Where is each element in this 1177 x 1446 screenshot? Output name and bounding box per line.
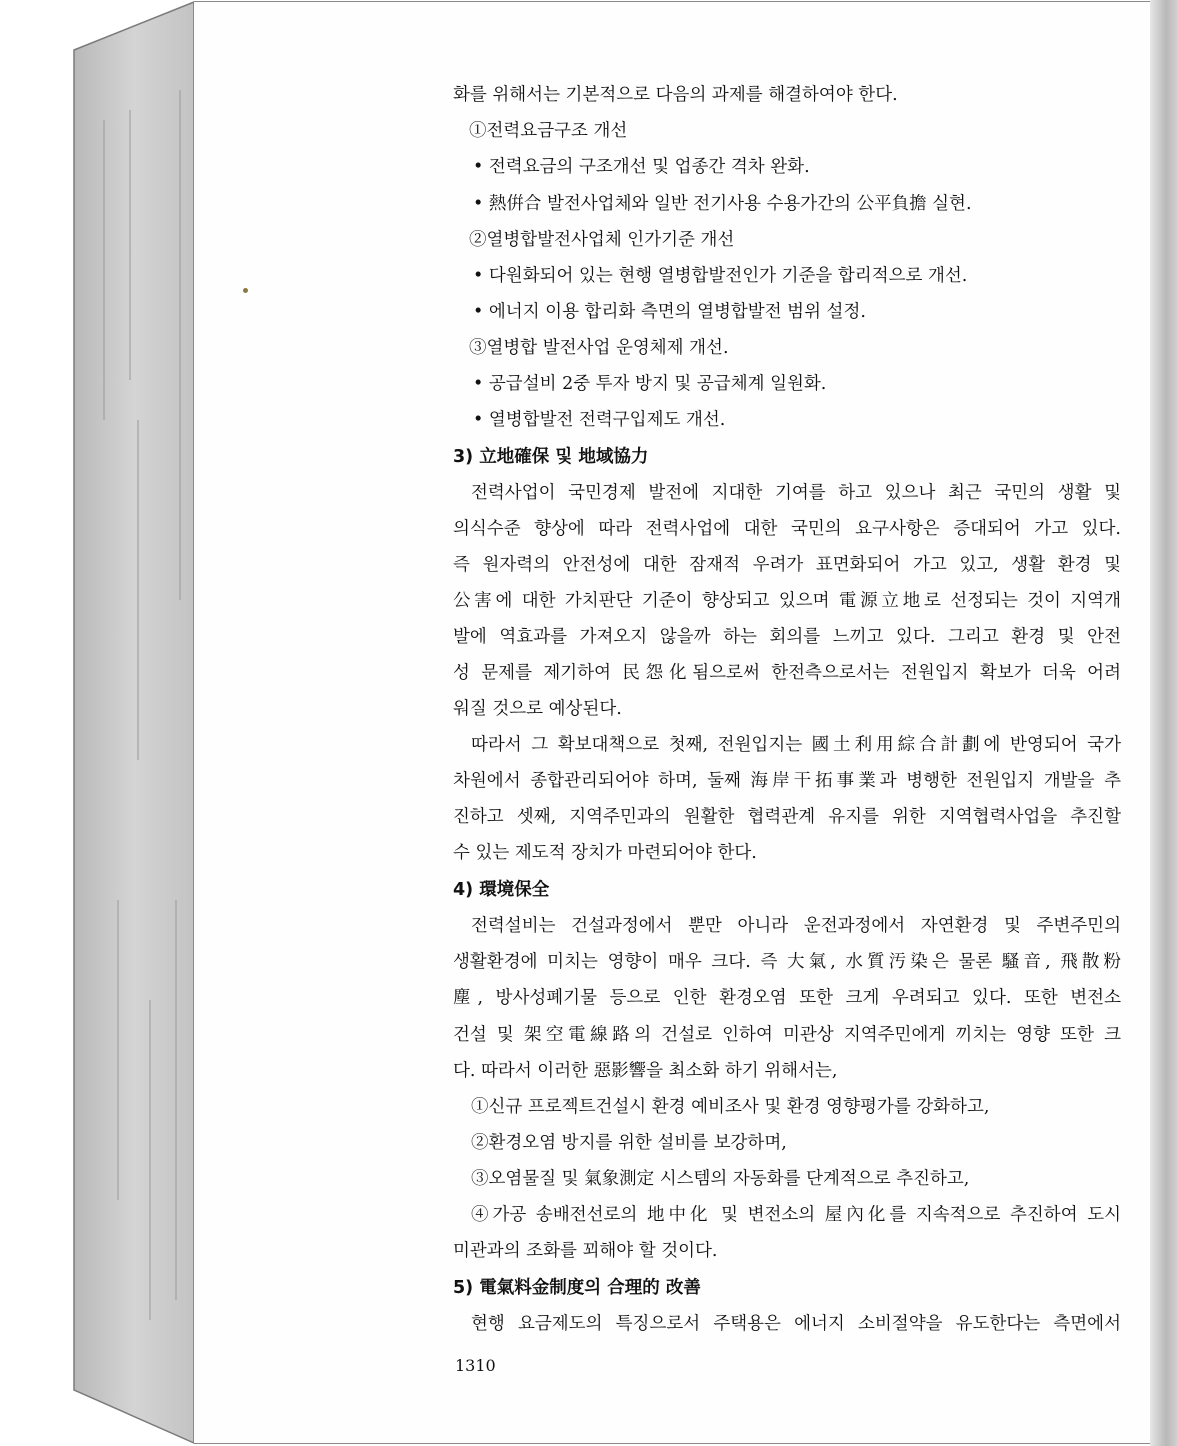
bullet-item: • 전력요금의 구조개선 및 업종간 격차 완화. [473,157,810,177]
bullet-item: • 熱倂合 발전사업체와 일반 전기사용 수용가간의 公平負擔 실현. [473,194,972,214]
speck-mark [243,288,248,293]
paragraph-line: 의식수준 향상에 따라 전력사업에 대한 국민의 요구사항은 증대되어 가고 있다. [453,519,1121,539]
paragraph-line: 즉 원자력의 안전성에 대한 잠재적 우려가 표면화되어 가고 있고, 생활 환경 및 [453,555,1121,575]
text-line: 화를 위해서는 기본적으로 다음의 과제를 해결하여야 한다. [453,85,898,105]
numbered-item: ②환경오염 방지를 위한 설비를 보강하며, [471,1133,787,1153]
paragraph-line: 생활환경에 미치는 영향이 매우 크다. 즉 大氣, 水質汚染은 물론 騷音, 飛散粉 [453,952,1121,972]
bullet-item: • 에너지 이용 합리화 측면의 열병합발전 범위 설정. [473,302,866,322]
paragraph-line: 발에 역효과를 가져오지 않을까 하는 회의를 느끼고 있다. 그리고 환경 및 안전 [453,627,1121,647]
paragraph-line: 진하고 셋째, 지역주민과의 원활한 협력관계 유지를 위한 지역협력사업을 추진할 [453,807,1121,827]
paragraph-line: 워질 것으로 예상된다. [453,699,622,719]
paragraph-line: 塵, 방사성폐기물 등으로 인한 환경오염 또한 크게 우려되고 있다. 또한 변전소 [453,988,1121,1008]
page-number: 1310 [455,1356,496,1375]
paragraph-line: 현행 요금제도의 특징으로서 주택용은 에너지 소비절약을 유도한다는 측면에서 [471,1314,1121,1334]
bullet-item: • 공급설비 2중 투자 방지 및 공급체계 일원화. [473,374,827,394]
numbered-item: ③오염물질 및 氣象測定 시스템의 자동화를 단계적으로 추진하고, [471,1169,970,1189]
bullet-item: • 다원화되어 있는 현행 열병합발전인가 기준을 합리적으로 개선. [473,266,968,286]
page-right-edge-shadow [1150,0,1177,1446]
bullet-item: • 열병합발전 전력구입제도 개선. [473,410,726,430]
paragraph-line: 미관과의 조화를 꾀해야 할 것이다. [453,1241,718,1261]
section-heading: 5) 電氣料金制度의 合理的 改善 [453,1278,701,1298]
paragraph-line: 수 있는 제도적 장치가 마련되어야 한다. [453,843,757,863]
paragraph-line: 따라서 그 확보대책으로 첫째, 전원입지는 國土利用綜合計劃에 반영되어 국가 [471,735,1121,755]
numbered-item: ①신규 프로젝트건설시 환경 예비조사 및 환경 영향평가를 강화하고, [471,1097,990,1117]
list-heading: ①전력요금구조 개선 [469,121,628,141]
numbered-item: ④가공 송배전선로의 地中化 및 변전소의 屋內化를 지속적으로 추진하여 도시 [471,1205,1121,1225]
section-heading: 4) 環境保全 [453,880,550,900]
paragraph-line: 성 문제를 제기하여 民怨化됨으로써 한전측으로서는 전원입지 확보가 더욱 어려 [453,663,1121,683]
section-heading: 3) 立地確保 및 地域協力 [453,447,649,467]
paragraph-line: 公害에 대한 가치판단 기준이 향상되고 있으며 電源立地로 선정되는 것이 지역개 [453,591,1121,611]
list-heading: ③열병합 발전사업 운영체제 개선. [469,338,729,358]
paragraph-line: 전력사업이 국민경제 발전에 지대한 기여를 하고 있으나 최근 국민의 생활 및 [471,483,1121,503]
paragraph-line: 전력설비는 건설과정에서 뿐만 아니라 운전과정에서 자연환경 및 주변주민의 [471,916,1121,936]
paragraph-line: 건설 및 架空電線路의 건설로 인하여 미관상 지역주민에게 끼치는 영향 또한 크 [453,1025,1121,1045]
paragraph-line: 다. 따라서 이러한 惡影響을 최소화 하기 위해서는, [453,1061,838,1081]
paragraph-line: 차원에서 종합관리되어야 하며, 둘째 海岸干拓事業과 병행한 전원입지 개발을 추 [453,771,1121,791]
list-heading: ②열병합발전사업체 인가기준 개선 [469,230,735,250]
